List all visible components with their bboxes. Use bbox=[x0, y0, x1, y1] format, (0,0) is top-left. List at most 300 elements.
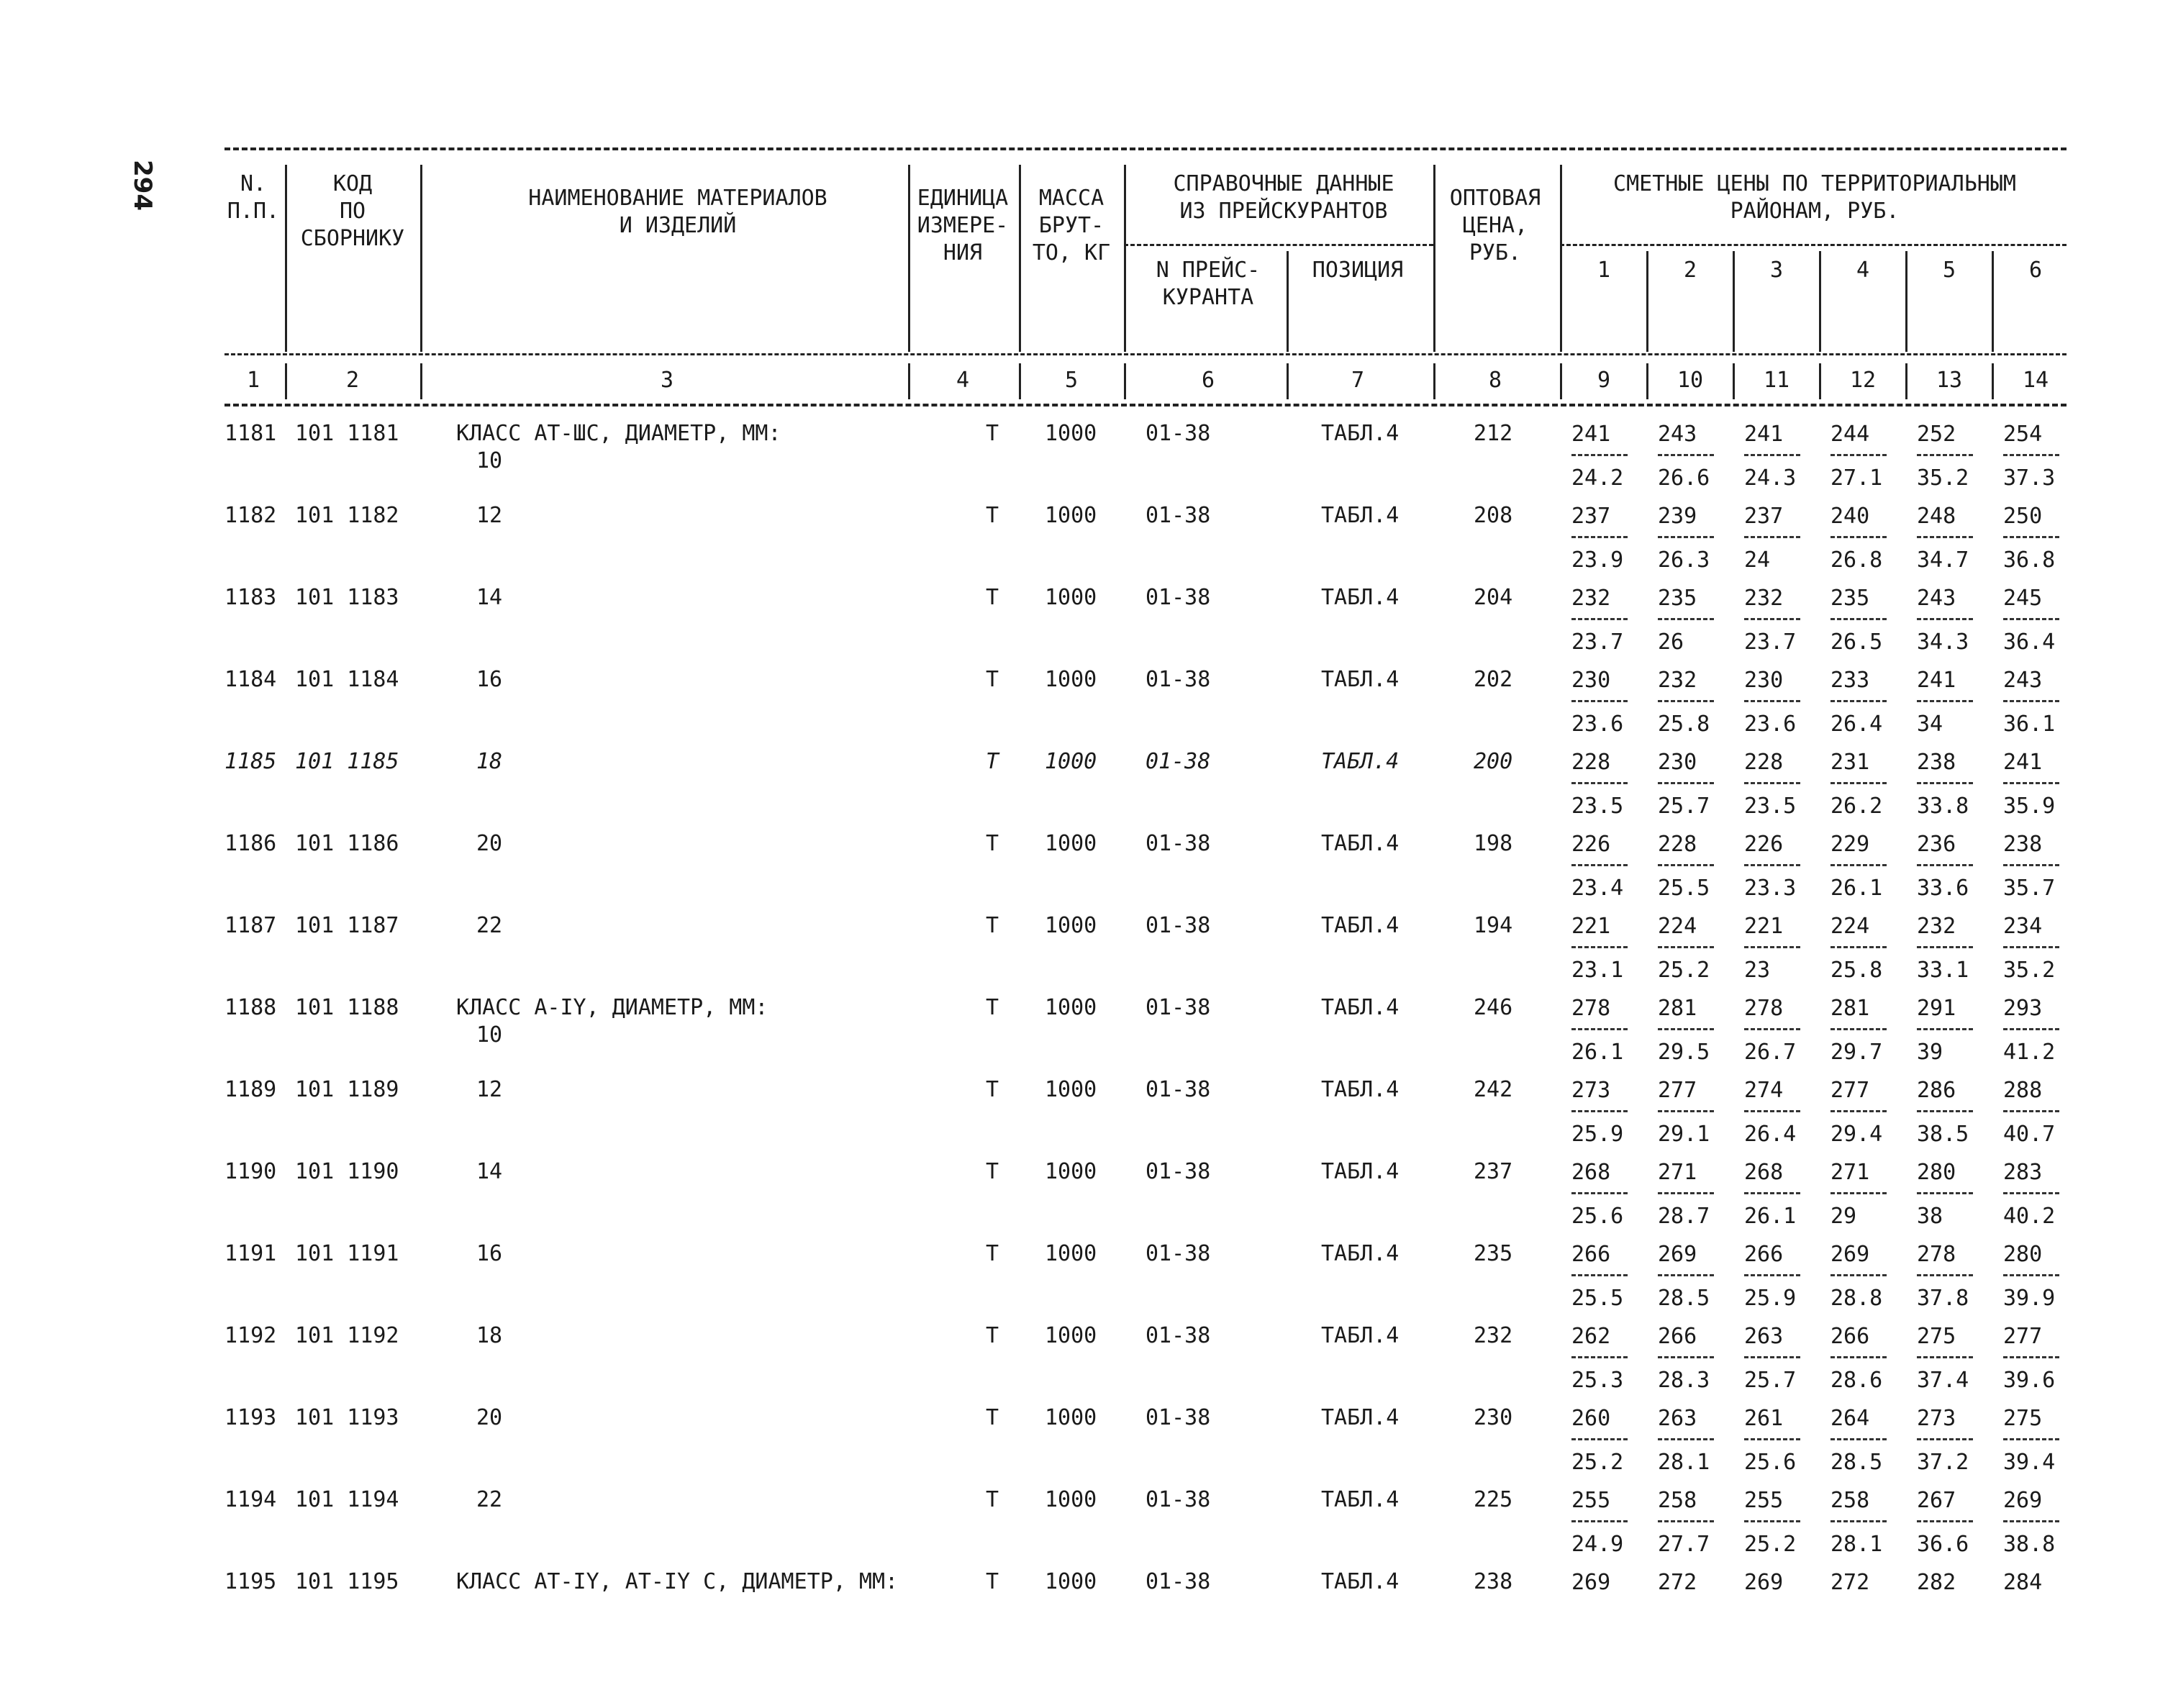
column-number: 12 bbox=[1849, 368, 1877, 393]
row-number: 1189 bbox=[224, 1077, 277, 1102]
fraction-rule bbox=[2003, 1192, 2059, 1194]
region-transport-cost: 40.7 bbox=[2003, 1122, 2056, 1147]
fraction-rule bbox=[1744, 782, 1800, 784]
region-price-cell bbox=[1571, 503, 1651, 574]
header-divider bbox=[1019, 165, 1021, 352]
column-divider bbox=[1646, 363, 1648, 399]
region-transport-cost: 37.4 bbox=[1917, 1368, 1969, 1393]
column-divider bbox=[420, 363, 422, 399]
row-number: 1186 bbox=[224, 831, 277, 856]
fraction-rule bbox=[1658, 946, 1714, 948]
region-price: 230 bbox=[1658, 750, 1697, 775]
region-price: 252 bbox=[1917, 422, 1956, 447]
region-price: 229 bbox=[1831, 832, 1870, 857]
row-pricelist-number: 01-38 bbox=[1146, 1323, 1211, 1348]
fraction-rule bbox=[1658, 1438, 1714, 1440]
region-price-cell bbox=[1571, 995, 1651, 1066]
header-code: КОД ПО СБОРНИКУ bbox=[300, 171, 405, 251]
region-price: 245 bbox=[2003, 586, 2043, 611]
fraction-rule bbox=[1917, 1356, 1973, 1358]
row-material-name: 18 bbox=[476, 1323, 503, 1348]
region-price-cell bbox=[1917, 421, 1996, 492]
row-mass: 1000 bbox=[1045, 585, 1097, 610]
row-pricelist-number: 01-38 bbox=[1146, 421, 1211, 446]
fraction-rule bbox=[2003, 700, 2059, 702]
header-estimate-prices-group: СМЕТНЫЕ ЦЕНЫ ПО ТЕРРИТОРИАЛЬНЫМ РАЙОНАМ, РУБ. bbox=[1613, 171, 2016, 224]
region-transport-cost: 26 bbox=[1658, 630, 1684, 655]
row-mass: 1000 bbox=[1045, 831, 1097, 856]
row-wholesale-price: 208 bbox=[1474, 503, 1513, 528]
fraction-rule bbox=[1744, 1192, 1800, 1194]
row-position: ТАБЛ.4 bbox=[1321, 503, 1399, 528]
fraction-rule bbox=[1571, 1192, 1628, 1194]
region-transport-cost: 26.1 bbox=[1571, 1040, 1624, 1065]
region-price: 230 bbox=[1571, 668, 1611, 693]
fraction-rule bbox=[1658, 864, 1714, 866]
region-transport-cost: 34 bbox=[1917, 712, 1943, 737]
region-transport-cost: 39.9 bbox=[2003, 1286, 2056, 1311]
header-subrule bbox=[1124, 244, 1433, 246]
column-number: 4 bbox=[956, 368, 970, 393]
row-pricelist-number: 01-38 bbox=[1146, 1159, 1211, 1184]
region-price: 228 bbox=[1744, 750, 1784, 775]
region-price: 228 bbox=[1658, 832, 1697, 857]
fraction-rule bbox=[1831, 1438, 1887, 1440]
row-mass: 1000 bbox=[1045, 1159, 1097, 1184]
header-region-5: 5 bbox=[1942, 258, 1956, 283]
fraction-rule bbox=[1831, 864, 1887, 866]
row-unit: Т bbox=[986, 995, 999, 1020]
table-row bbox=[224, 1487, 2067, 1569]
column-divider bbox=[285, 363, 287, 399]
region-price: 239 bbox=[1658, 504, 1697, 529]
fraction-rule bbox=[2003, 1438, 2059, 1440]
row-code: 101 1195 bbox=[295, 1569, 399, 1594]
region-price: 277 bbox=[1831, 1078, 1870, 1103]
row-unit: Т bbox=[986, 1159, 999, 1184]
region-transport-cost: 23 bbox=[1744, 958, 1771, 983]
fraction-rule bbox=[1917, 782, 1973, 784]
fraction-rule bbox=[1571, 946, 1628, 948]
region-transport-cost: 23.4 bbox=[1571, 876, 1624, 901]
row-position: ТАБЛ.4 bbox=[1321, 995, 1399, 1020]
region-price: 250 bbox=[2003, 504, 2043, 529]
fraction-rule bbox=[1831, 454, 1887, 456]
row-position: ТАБЛ.4 bbox=[1321, 1569, 1399, 1594]
region-transport-cost: 29.5 bbox=[1658, 1040, 1710, 1065]
fraction-rule bbox=[2003, 1110, 2059, 1112]
region-transport-cost: 29.4 bbox=[1831, 1122, 1883, 1147]
fraction-rule bbox=[1571, 1028, 1628, 1030]
region-price: 254 bbox=[2003, 422, 2043, 447]
region-transport-cost: 26.5 bbox=[1831, 630, 1883, 655]
region-price: 235 bbox=[1658, 586, 1697, 611]
region-price-cell bbox=[1571, 421, 1651, 492]
region-price: 258 bbox=[1658, 1488, 1697, 1513]
row-material-name: КЛАСС АТ-ШС, ДИАМЕТР, ММ: bbox=[456, 421, 781, 446]
region-price-cell bbox=[2003, 1241, 2082, 1312]
fraction-rule bbox=[2003, 1520, 2059, 1522]
table-row bbox=[224, 421, 2067, 503]
region-price-cell bbox=[1831, 749, 1910, 820]
region-price-cell bbox=[1571, 1077, 1651, 1148]
column-divider bbox=[1905, 363, 1907, 399]
region-transport-cost: 23.5 bbox=[1744, 794, 1797, 819]
fraction-rule bbox=[1658, 1110, 1714, 1112]
row-pricelist-number: 01-38 bbox=[1146, 831, 1211, 856]
fraction-rule bbox=[1571, 1110, 1628, 1112]
region-price-cell bbox=[1744, 1569, 1823, 1596]
region-price: 243 bbox=[1917, 586, 1956, 611]
region-transport-cost: 38.5 bbox=[1917, 1122, 1969, 1147]
fraction-rule bbox=[1831, 1356, 1887, 1358]
region-price-cell bbox=[1744, 1077, 1823, 1148]
region-price-cell bbox=[1571, 1405, 1651, 1476]
region-price: 282 bbox=[1917, 1570, 1956, 1595]
region-transport-cost: 28.5 bbox=[1658, 1286, 1710, 1311]
region-price: 281 bbox=[1831, 996, 1870, 1021]
region-price: 278 bbox=[1917, 1242, 1956, 1267]
row-pricelist-number: 01-38 bbox=[1146, 1405, 1211, 1430]
region-price-cell bbox=[2003, 1323, 2082, 1394]
region-price-cell bbox=[1917, 995, 1996, 1066]
row-wholesale-price: 212 bbox=[1474, 421, 1513, 446]
header-region-3: 3 bbox=[1769, 258, 1784, 283]
region-price-cell bbox=[2003, 913, 2082, 984]
row-mass: 1000 bbox=[1045, 913, 1097, 938]
region-transport-cost: 24.3 bbox=[1744, 465, 1797, 491]
fraction-rule bbox=[1831, 1028, 1887, 1030]
region-transport-cost: 35.7 bbox=[2003, 876, 2056, 901]
header-divider bbox=[1560, 165, 1562, 352]
fraction-rule bbox=[1744, 536, 1800, 538]
column-number: 9 bbox=[1597, 368, 1611, 393]
header-reference-group: СПРАВОЧНЫЕ ДАННЫЕ ИЗ ПРЕЙСКУРАНТОВ bbox=[1173, 171, 1394, 224]
fraction-rule bbox=[1744, 454, 1800, 456]
region-transport-cost: 26.7 bbox=[1744, 1040, 1797, 1065]
region-price-cell bbox=[1658, 1569, 1737, 1596]
fraction-rule bbox=[1571, 1356, 1628, 1358]
region-transport-cost: 25.8 bbox=[1831, 958, 1883, 983]
row-number: 1181 bbox=[224, 421, 277, 446]
row-pricelist-number: 01-38 bbox=[1146, 913, 1211, 938]
region-transport-cost: 38 bbox=[1917, 1204, 1943, 1229]
region-transport-cost: 26.1 bbox=[1744, 1204, 1797, 1229]
header-region-2: 2 bbox=[1683, 258, 1697, 283]
table-row bbox=[224, 831, 2067, 913]
fraction-rule bbox=[1917, 454, 1973, 456]
row-number: 1184 bbox=[224, 667, 277, 692]
fraction-rule bbox=[1571, 700, 1628, 702]
region-price-cell bbox=[2003, 1159, 2082, 1230]
fraction-rule bbox=[1744, 1438, 1800, 1440]
fraction-rule bbox=[1917, 864, 1973, 866]
region-price-cell bbox=[1831, 1241, 1910, 1312]
table-row bbox=[224, 503, 2067, 585]
column-divider bbox=[1992, 363, 1994, 399]
row-position: ТАБЛ.4 bbox=[1321, 913, 1399, 938]
region-price: 230 bbox=[1744, 668, 1784, 693]
column-number-row bbox=[224, 359, 2067, 404]
row-unit: Т bbox=[986, 1405, 999, 1430]
region-transport-cost: 35.2 bbox=[1917, 465, 1969, 491]
region-transport-cost: 26.1 bbox=[1831, 876, 1883, 901]
region-price-cell bbox=[1831, 1405, 1910, 1476]
region-price-cell bbox=[2003, 1569, 2082, 1596]
region-price: 248 bbox=[1917, 504, 1956, 529]
row-mass: 1000 bbox=[1045, 995, 1097, 1020]
region-price-cell bbox=[1917, 1077, 1996, 1148]
region-price: 238 bbox=[2003, 832, 2043, 857]
row-code: 101 1192 bbox=[295, 1323, 399, 1348]
row-code: 101 1181 bbox=[295, 421, 399, 446]
fraction-rule bbox=[2003, 946, 2059, 948]
region-price: 277 bbox=[1658, 1078, 1697, 1103]
header-position: ПОЗИЦИЯ bbox=[1312, 258, 1404, 283]
row-number: 1191 bbox=[224, 1241, 277, 1266]
region-price: 241 bbox=[1571, 422, 1611, 447]
row-number: 1188 bbox=[224, 995, 277, 1020]
row-number: 1194 bbox=[224, 1487, 277, 1512]
row-unit: Т bbox=[986, 421, 999, 446]
row-code: 101 1187 bbox=[295, 913, 399, 938]
region-price: 268 bbox=[1571, 1160, 1611, 1185]
region-transport-cost: 25.2 bbox=[1571, 1450, 1624, 1475]
row-wholesale-price: 200 bbox=[1474, 749, 1513, 774]
header-divider bbox=[1433, 165, 1435, 352]
region-price-cell bbox=[1744, 1405, 1823, 1476]
region-price: 241 bbox=[1744, 422, 1784, 447]
region-price: 266 bbox=[1744, 1242, 1784, 1267]
region-price-cell bbox=[1744, 995, 1823, 1066]
region-price-cell bbox=[1744, 667, 1823, 738]
fraction-rule bbox=[1917, 618, 1973, 620]
region-price: 224 bbox=[1831, 914, 1870, 939]
row-position: ТАБЛ.4 bbox=[1321, 667, 1399, 692]
row-unit: Т bbox=[986, 667, 999, 692]
region-transport-cost: 25.9 bbox=[1571, 1122, 1624, 1147]
region-transport-cost: 23.3 bbox=[1744, 876, 1797, 901]
region-price-cell bbox=[2003, 503, 2082, 574]
region-transport-cost: 34.7 bbox=[1917, 548, 1969, 573]
region-price: 277 bbox=[2003, 1324, 2043, 1349]
region-transport-cost: 25.5 bbox=[1571, 1286, 1624, 1311]
row-position: ТАБЛ.4 bbox=[1321, 1077, 1399, 1102]
header-unit: ЕДИНИЦА ИЗМЕРЕ- НИЯ bbox=[917, 186, 1009, 265]
header-wholesale-price: ОПТОВАЯ ЦЕНА, РУБ. bbox=[1449, 186, 1541, 265]
column-divider bbox=[1733, 363, 1735, 399]
header-divider bbox=[1992, 251, 1994, 352]
region-price: 234 bbox=[2003, 914, 2043, 939]
row-position: ТАБЛ.4 bbox=[1321, 1159, 1399, 1184]
region-price-cell bbox=[2003, 1487, 2082, 1558]
row-wholesale-price: 237 bbox=[1474, 1159, 1513, 1184]
column-divider bbox=[1019, 363, 1021, 399]
region-transport-cost: 36.4 bbox=[2003, 630, 2056, 655]
region-price-cell bbox=[1571, 1159, 1651, 1230]
row-unit: Т bbox=[986, 503, 999, 528]
region-price-cell bbox=[1831, 585, 1910, 656]
region-price: 236 bbox=[1917, 832, 1956, 857]
region-price: 272 bbox=[1658, 1570, 1697, 1595]
row-mass: 1000 bbox=[1045, 1241, 1097, 1266]
column-divider bbox=[1560, 363, 1562, 399]
region-price: 237 bbox=[1744, 504, 1784, 529]
region-transport-cost: 23.6 bbox=[1744, 712, 1797, 737]
region-price-cell bbox=[1917, 1487, 1996, 1558]
row-wholesale-price: 235 bbox=[1474, 1241, 1513, 1266]
table-row bbox=[224, 1569, 2067, 1651]
fraction-rule bbox=[1831, 1192, 1887, 1194]
fraction-rule bbox=[2003, 1274, 2059, 1276]
region-price: 263 bbox=[1744, 1324, 1784, 1349]
fraction-rule bbox=[1831, 946, 1887, 948]
fraction-rule bbox=[1917, 1274, 1973, 1276]
region-price-cell bbox=[1917, 831, 1996, 902]
fraction-rule bbox=[1744, 1356, 1800, 1358]
region-transport-cost: 25.5 bbox=[1658, 876, 1710, 901]
region-transport-cost: 28.8 bbox=[1831, 1286, 1883, 1311]
fraction-rule bbox=[2003, 864, 2059, 866]
fraction-rule bbox=[1831, 1274, 1887, 1276]
region-transport-cost: 34.3 bbox=[1917, 630, 1969, 655]
column-number: 6 bbox=[1201, 368, 1215, 393]
region-price: 232 bbox=[1917, 914, 1956, 939]
header-divider bbox=[908, 165, 910, 352]
region-price-cell bbox=[1917, 1569, 1996, 1596]
row-material-subtitle: 10 bbox=[476, 448, 503, 473]
fraction-rule bbox=[2003, 1356, 2059, 1358]
region-price-cell bbox=[1658, 831, 1737, 902]
region-price: 275 bbox=[2003, 1406, 2043, 1431]
table-row bbox=[224, 749, 2067, 831]
region-price-cell bbox=[1658, 1323, 1737, 1394]
row-number: 1185 bbox=[224, 749, 277, 774]
row-number: 1187 bbox=[224, 913, 277, 938]
region-price: 267 bbox=[1917, 1488, 1956, 1513]
row-code: 101 1186 bbox=[295, 831, 399, 856]
table-row bbox=[224, 995, 2067, 1077]
table-row bbox=[224, 913, 2067, 995]
region-price-cell bbox=[1658, 421, 1737, 492]
region-price-cell bbox=[1917, 1323, 1996, 1394]
column-number: 10 bbox=[1677, 368, 1704, 393]
row-wholesale-price: 246 bbox=[1474, 995, 1513, 1020]
region-price: 232 bbox=[1744, 586, 1784, 611]
region-transport-cost: 28.3 bbox=[1658, 1368, 1710, 1393]
region-transport-cost: 39.6 bbox=[2003, 1368, 2056, 1393]
row-unit: Т bbox=[986, 585, 999, 610]
fraction-rule bbox=[1571, 1438, 1628, 1440]
region-price: 283 bbox=[2003, 1160, 2043, 1185]
row-material-name: 14 bbox=[476, 1159, 503, 1184]
region-transport-cost: 37.8 bbox=[1917, 1286, 1969, 1311]
region-price: 291 bbox=[1917, 996, 1956, 1021]
column-number: 14 bbox=[2022, 368, 2049, 393]
fraction-rule bbox=[1917, 700, 1973, 702]
region-price-cell bbox=[1658, 913, 1737, 984]
row-wholesale-price: 242 bbox=[1474, 1077, 1513, 1102]
row-pricelist-number: 01-38 bbox=[1146, 995, 1211, 1020]
region-price: 278 bbox=[1571, 996, 1611, 1021]
page-number: 294 bbox=[128, 160, 157, 211]
row-wholesale-price: 232 bbox=[1474, 1323, 1513, 1348]
region-price-cell bbox=[2003, 1077, 2082, 1148]
row-material-name: 22 bbox=[476, 913, 503, 938]
region-price: 237 bbox=[1571, 504, 1611, 529]
region-price: 280 bbox=[2003, 1242, 2043, 1267]
fraction-rule bbox=[1744, 946, 1800, 948]
row-unit: Т bbox=[986, 1077, 999, 1102]
region-price-cell bbox=[1831, 1487, 1910, 1558]
column-number: 13 bbox=[1936, 368, 1963, 393]
region-price-cell bbox=[1917, 1159, 1996, 1230]
table-body bbox=[224, 406, 2067, 1651]
fraction-rule bbox=[1831, 700, 1887, 702]
fraction-rule bbox=[1744, 1520, 1800, 1522]
region-price: 269 bbox=[2003, 1488, 2043, 1513]
region-transport-cost: 39.4 bbox=[2003, 1450, 2056, 1475]
region-price-cell bbox=[1831, 503, 1910, 574]
column-number: 11 bbox=[1763, 368, 1790, 393]
region-price-cell bbox=[1571, 1241, 1651, 1312]
region-price-cell bbox=[1831, 667, 1910, 738]
fraction-rule bbox=[1571, 454, 1628, 456]
region-transport-cost: 25.7 bbox=[1744, 1368, 1797, 1393]
region-price-cell bbox=[1658, 503, 1737, 574]
region-price-cell bbox=[1831, 1323, 1910, 1394]
region-price: 266 bbox=[1571, 1242, 1611, 1267]
column-number: 5 bbox=[1064, 368, 1079, 393]
region-price-cell bbox=[1917, 585, 1996, 656]
region-price-cell bbox=[1917, 913, 1996, 984]
region-price-cell bbox=[1571, 1323, 1651, 1394]
row-pricelist-number: 01-38 bbox=[1146, 503, 1211, 528]
region-price-cell bbox=[1658, 1159, 1737, 1230]
region-price-cell bbox=[1658, 667, 1737, 738]
region-price: 231 bbox=[1831, 750, 1870, 775]
region-price: 228 bbox=[1571, 750, 1611, 775]
fraction-rule bbox=[1831, 1110, 1887, 1112]
row-material-name: 20 bbox=[476, 1405, 503, 1430]
row-code: 101 1194 bbox=[295, 1487, 399, 1512]
table-row bbox=[224, 1159, 2067, 1241]
region-price: 243 bbox=[1658, 422, 1697, 447]
row-material-subtitle: 10 bbox=[476, 1022, 503, 1048]
region-price: 244 bbox=[1831, 422, 1870, 447]
row-mass: 1000 bbox=[1045, 1487, 1097, 1512]
region-price-cell bbox=[1571, 585, 1651, 656]
row-unit: Т bbox=[986, 749, 999, 774]
region-transport-cost: 35.9 bbox=[2003, 794, 2056, 819]
fraction-rule bbox=[1658, 1356, 1714, 1358]
region-price: 273 bbox=[1571, 1078, 1611, 1103]
fraction-rule bbox=[1744, 1028, 1800, 1030]
region-price: 274 bbox=[1744, 1078, 1784, 1103]
region-transport-cost: 39 bbox=[1917, 1040, 1943, 1065]
price-table bbox=[224, 147, 2067, 1651]
region-price: 266 bbox=[1831, 1324, 1870, 1349]
region-price: 232 bbox=[1571, 586, 1611, 611]
fraction-rule bbox=[1744, 618, 1800, 620]
region-price-cell bbox=[1831, 1159, 1910, 1230]
region-price-cell bbox=[2003, 749, 2082, 820]
region-transport-cost: 29 bbox=[1831, 1204, 1857, 1229]
region-price-cell bbox=[1658, 585, 1737, 656]
row-material-name: 12 bbox=[476, 503, 503, 528]
region-price-cell bbox=[1571, 749, 1651, 820]
row-material-name: 18 bbox=[476, 749, 503, 774]
